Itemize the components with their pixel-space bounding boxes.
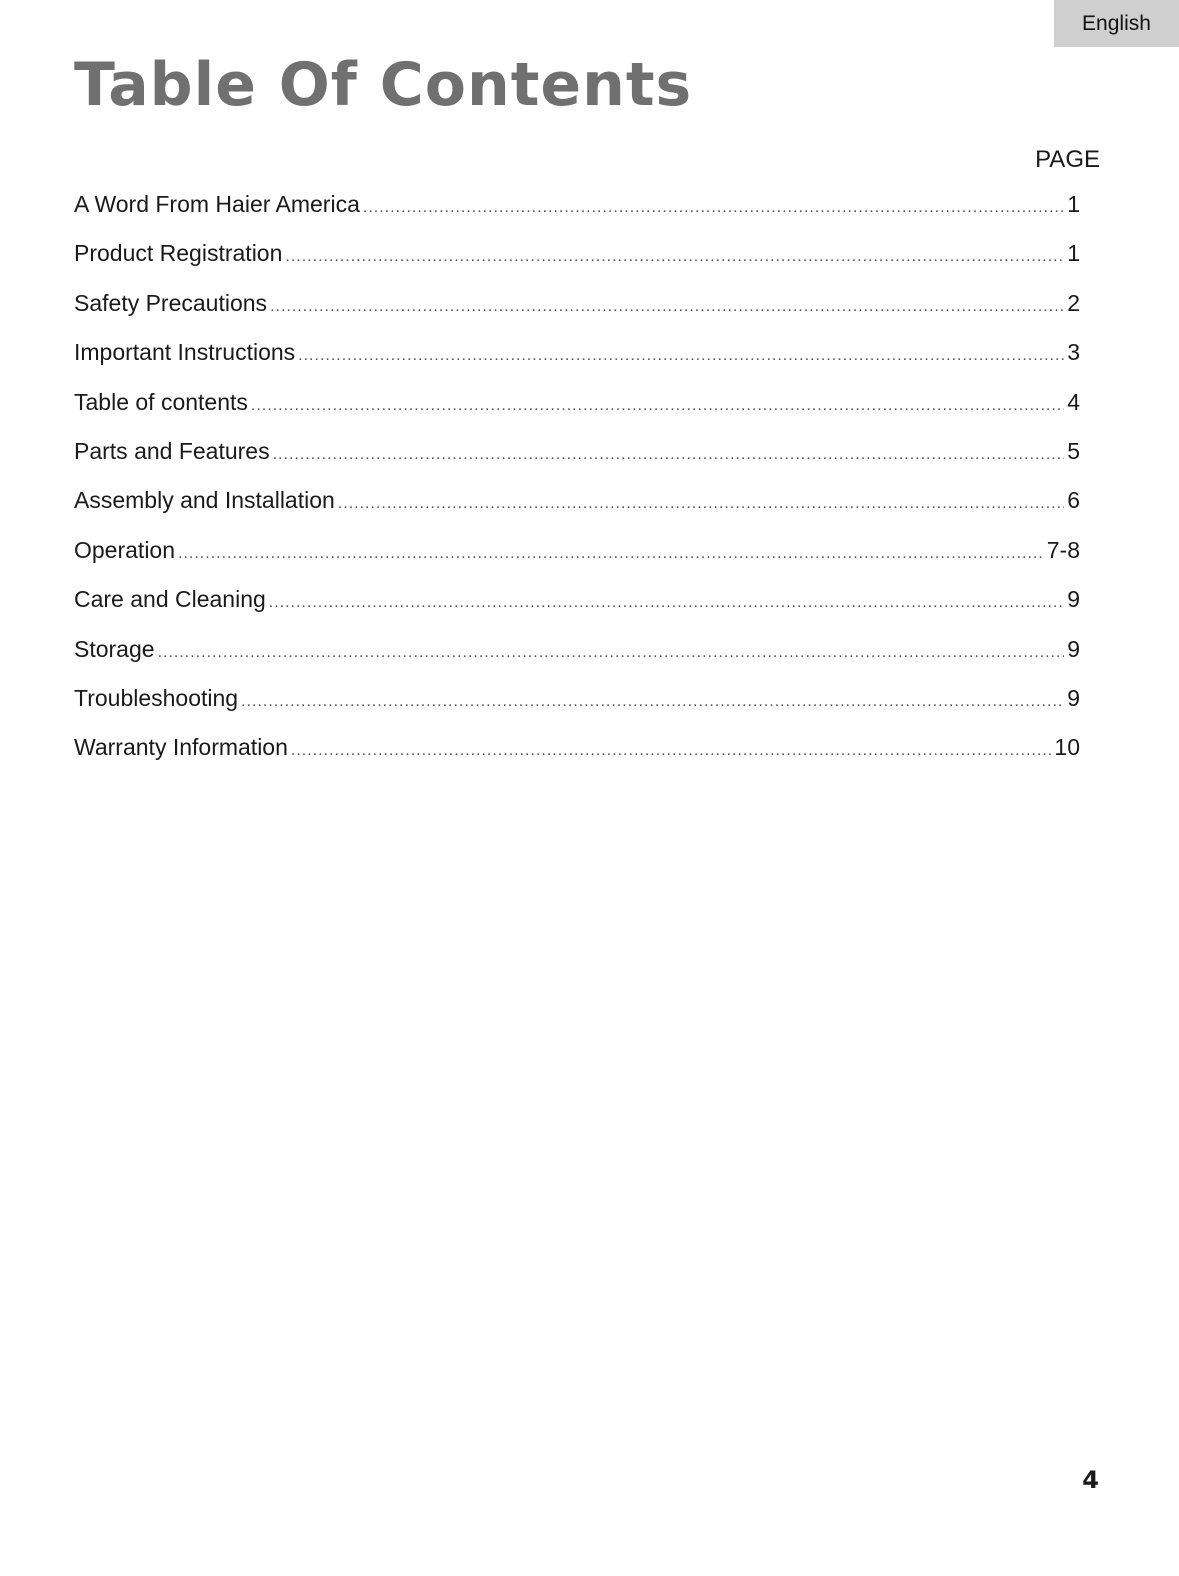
toc-entry-label: Troubleshooting — [74, 684, 239, 711]
toc-entry-page: 2 — [1067, 289, 1080, 316]
dot-leader — [270, 298, 1064, 316]
dot-leader — [273, 446, 1065, 464]
toc-entry — [74, 240, 1080, 289]
toc-entry — [74, 586, 1080, 635]
toc-entry-page: 9 — [1067, 684, 1080, 711]
toc-entry-label: Important Instructions — [74, 339, 296, 366]
dot-leader — [241, 693, 1064, 711]
dot-leader — [251, 397, 1064, 415]
toc-entry-label: Product Registration — [74, 240, 283, 267]
toc-entry-page: 7-8 — [1046, 536, 1080, 563]
toc-entry-label: Parts and Features — [74, 437, 270, 464]
page-number: 4 — [1082, 1466, 1099, 1494]
toc-entry — [74, 191, 1080, 240]
toc-entry — [74, 389, 1080, 438]
toc-entry-page: 3 — [1067, 339, 1080, 366]
dot-leader — [269, 594, 1064, 612]
language-tab: English — [1054, 0, 1179, 47]
toc-entry-page: 9 — [1067, 586, 1080, 613]
toc-entry-page: 5 — [1067, 437, 1080, 464]
toc-entry — [74, 339, 1080, 388]
toc-entry-page: 9 — [1067, 635, 1080, 662]
toc-entry-label: Safety Precautions — [74, 289, 268, 316]
toc-entry — [74, 537, 1080, 586]
toc-entry-label: Operation — [74, 536, 176, 563]
toc-entry-label: Storage — [74, 635, 155, 662]
toc-entry — [74, 290, 1080, 339]
toc-entry-label: Assembly and Installation — [74, 487, 335, 514]
toc-entry-label: Table of contents — [74, 388, 248, 415]
toc-entry-label: A Word From Haier America — [74, 191, 360, 217]
dot-leader — [338, 495, 1064, 513]
toc-entry — [74, 487, 1080, 536]
toc-entry-page: 1 — [1067, 191, 1080, 217]
toc-entry-label: Warranty Information — [74, 734, 288, 761]
table-of-contents — [74, 191, 1080, 784]
toc-entry-page: 4 — [1067, 388, 1080, 415]
toc-entry-page: 10 — [1054, 734, 1080, 761]
dot-leader — [158, 644, 1065, 662]
toc-entry-page: 1 — [1067, 240, 1080, 267]
dot-leader — [291, 742, 1052, 760]
page-column-header: PAGE — [1035, 146, 1100, 173]
dot-leader — [178, 545, 1044, 563]
toc-entry-label: Care and Cleaning — [74, 586, 266, 613]
dot-leader — [298, 347, 1064, 365]
toc-entry — [74, 685, 1080, 734]
toc-entry-page: 6 — [1067, 487, 1080, 514]
dot-leader — [285, 248, 1064, 266]
page-title: Table Of Contents — [74, 50, 693, 120]
dot-leader — [363, 199, 1064, 217]
toc-entry — [74, 636, 1080, 685]
toc-entry — [74, 734, 1080, 783]
toc-entry — [74, 438, 1080, 487]
